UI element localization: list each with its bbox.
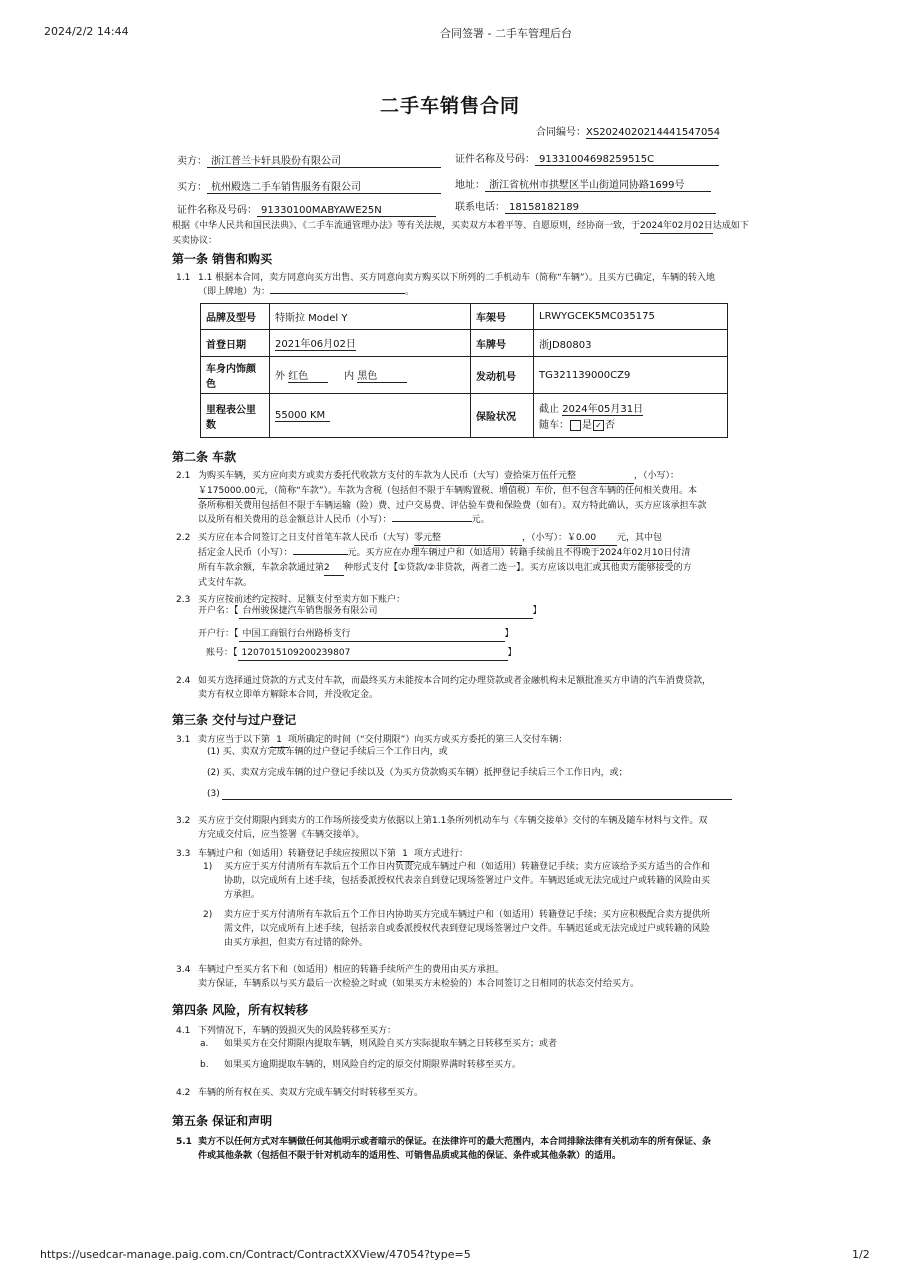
clause-3-3-p2-num: 2) — [203, 910, 213, 920]
option-3-blank — [222, 799, 732, 800]
clause-4-1-a-num: a. — [200, 1039, 209, 1049]
mileage-label: 里程表公里数 — [201, 394, 270, 438]
buyer-cert-row — [177, 201, 436, 217]
buyer-row — [177, 178, 441, 194]
checkbox-yes — [570, 420, 581, 431]
engine-label: 发动机号 — [471, 357, 534, 394]
delivery-item: 1 — [270, 733, 288, 748]
clause-2-3-num: 2.3 — [176, 595, 191, 605]
reg-date-label: 首登日期 — [201, 330, 270, 357]
mileage-cell — [270, 394, 471, 438]
article-3-heading: 第三条 交付与过户登记 — [172, 713, 297, 727]
seller-cert: 91331004698259515C — [535, 154, 719, 166]
clause-3-2-text: 买方应于交付期限内到卖方的工作场所接受卖方依据以上第1.1条所列机动车与《车辆交接单》交付的车辆及随车材料与文件。双 方完成交付后，应当签署《车辆交接单》。 — [198, 816, 708, 840]
account-bank-row: 开户行：【 中国工商银行台州路桥支行 】 — [198, 627, 514, 642]
address-label: 地址： — [455, 180, 485, 191]
seller-name: 浙江普兰卡轩具股份有限公司 — [207, 152, 441, 168]
clause-4-1-text: 下列情况下，车辆的毁损灭失的风险转移至买方： — [198, 1026, 397, 1036]
clause-2-2-text: 买方应在本合同签订之日支付首笔车款人民币（大写）零元整 ，（小写）：￥0.00 元，其中包 括定金人民币（小写）： 元。买方应在办理车辆过户和（如适用）转籍手续前且不得晚于2024年02月10日付清 所有车款余额，车款余款通过第2 种形式支付【①贷款/②非贷款，两者二选一】。买方应该以电汇或其他卖方能够接受的方 式支付车款。 — [198, 533, 692, 588]
account-no-row: 账号：【 1207015109200239807 】 — [206, 646, 517, 661]
clause-2-3-text: 买方应按前述约定按时、足额支付至卖方如下账户： — [198, 595, 406, 605]
clause-3-3-text: 车辆过户和（如适用）转籍登记手续应按照以下第 1 项方式进行： — [198, 847, 468, 862]
plate-value: 浙JD80803 — [534, 330, 728, 357]
clause-3-3-p1-num: 1) — [203, 862, 213, 872]
intro-paragraph: 根据《中华人民共和国民法典》、《二手车流通管理办法》等有关法规，买卖双方本着平等、自愿原则，经协商一致，于2024年02月02日达成如下买卖协议： — [172, 221, 749, 246]
brand-value: 特斯拉 Model Y — [270, 304, 471, 330]
vin-label: 车架号 — [471, 304, 534, 330]
clause-3-3-p2: 卖方应于买方付清所有车款后五个工作日内协助买方完成车辆过户和（如适用）转籍登记手续；买方应积极配合卖方提供所 需文件，以完成所有上述手续，包括亲自或委派授权代表到登记现场签署过户文件。车辆迟延或无法完成过户或转籍的风险 由买方承担，但卖方有过错的除外。 — [224, 910, 711, 948]
clause-2-1-text: 为购买车辆，买方应向卖方或卖方委托代收款方支付的车款为人民币（大写）壹拾柒万伍仟元整 ，（小写）： ￥175000.00元，（简称“车款”）。车款为含税（包括但不限于车辆购置税、增值税）车价，但不包含车辆的任何相关费用。本 条所称相关费用包括但不限于车辆运输（险）费、过户交易费、评估验车费和保险费（如有）。双方特此确认，买方应该承担车款 以及所有相关费用的总金额总计人民币（小写）： 元。 — [198, 471, 707, 525]
address-row — [455, 176, 711, 192]
clause-3-3-p1: 买方应于买方付清所有车款后五个工作日内负责完成车辆过户和（如适用）转籍登记手续；卖方应该给予买方适当的合作和 协助，以完成所有上述手续，包括委派授权代表亲自到登记现场签署过户文件。车辆迟延或无法完成过户或转籍的风险由买 方承担。 — [224, 862, 711, 900]
reg-date-cell — [270, 330, 471, 357]
clause-3-4-num: 3.4 — [176, 965, 191, 975]
clause-2-1-num: 2.1 — [176, 471, 191, 481]
account-name-row: 开户名：【 台州骏保捷汽车销售服务有限公司 】 — [198, 604, 542, 619]
buyer-cert-label: 证件名称及号码： — [177, 205, 257, 216]
seller-cert-row — [455, 150, 719, 166]
account-no: 1207015109200239807 — [238, 646, 508, 661]
seller-cert-label: 证件名称及号码： — [455, 154, 535, 165]
brand-label: 品牌及型号 — [201, 304, 270, 330]
contract-number-row — [536, 123, 721, 139]
clause-5-1-num: 5.1 — [176, 1137, 192, 1147]
color-outside: 红色 — [288, 367, 328, 383]
account-bank: 中国工商银行台州路桥支行 — [239, 627, 505, 642]
address: 浙江省杭州市拱墅区半山街道同协路1699号 — [485, 176, 711, 192]
clause-4-1-b-num: b. — [200, 1060, 209, 1070]
clause-4-2-num: 4.2 — [176, 1088, 191, 1098]
first-payment-amount: ￥0.00 — [567, 531, 617, 546]
clause-4-1-num: 4.1 — [176, 1026, 191, 1036]
clause-5-1-text: 卖方不以任何方式对车辆做任何其他明示或者暗示的保证。在法律许可的最大范围内，本合同排除法律有关机动车的所有保证、条 件或其他条款（包括但不限于针对机动车的适用性、可销售品质或其他的保证、条件或其他条款）的适用。 — [198, 1137, 712, 1161]
buyer-label: 买方： — [177, 182, 207, 193]
color-inside: 黑色 — [357, 367, 407, 383]
clause-2-2-num: 2.2 — [176, 533, 191, 543]
print-url: https://usedcar-manage.paig.com.cn/Contract/ContractXXView/47054?type=5 — [40, 1248, 471, 1261]
clause-4-1-b: 如果买方逾期提取车辆的，则风险自约定的原交付期限界满时转移至买方。 — [224, 1060, 522, 1070]
article-5-heading: 第五条 保证和声明 — [172, 1114, 273, 1128]
clause-1-1-text: 1.1 根据本合同，卖方同意向买方出售、买方同意向卖方购买以下所列的二手机动车（简称“车辆”）。且买方已确定，车辆的转入地（即上牌地）为： 。 — [198, 273, 716, 297]
color-label: 车身内饰颜色 — [201, 357, 270, 394]
contract-number-label: 合同编号： — [536, 127, 586, 138]
contract-title: 二手车销售合同 — [380, 95, 521, 117]
clause-3-2-num: 3.2 — [176, 816, 191, 826]
print-datetime: 2024/2/2 14:44 — [44, 25, 129, 38]
phone: 18158182189 — [505, 202, 716, 214]
clause-1-1-num: 1.1 — [176, 273, 191, 283]
seller-label: 卖方： — [177, 156, 207, 167]
print-page-title: 合同签署 - 二手车管理后台 — [440, 27, 572, 40]
buyer-cert: 91330100MABYAWE25N — [257, 205, 436, 217]
clause-3-4-text: 车辆过户至买方名下和（如适用）相应的转籍手续所产生的费用由买方承担。 卖方保证，车辆系以与买方最后一次检验之时或（如果买方未检验的）本合同签订之日相同的状态交付给买方。 — [198, 965, 640, 989]
phone-label: 联系电话： — [455, 202, 505, 213]
clause-2-4-num: 2.4 — [176, 676, 191, 686]
insurance-until: 2024年05月31日 — [562, 400, 643, 416]
print-page-number: 1/2 — [852, 1248, 870, 1261]
account-name: 台州骏保捷汽车销售服务有限公司 — [239, 604, 533, 619]
insurance-label: 保险状况 — [471, 394, 534, 438]
article-2-heading: 第二条 车款 — [172, 450, 237, 464]
clause-3-1-option-2: (2) 买、卖双方完成车辆的过户登记手续以及（为买方贷款购买车辆）抵押登记手续后三个工作日内，或； — [207, 768, 628, 778]
plate-label: 车牌号 — [471, 330, 534, 357]
checkbox-no: ✓ — [593, 420, 604, 431]
vehicle-table — [200, 303, 728, 438]
transfer-item: 1 — [396, 847, 414, 862]
seller-row — [177, 152, 441, 168]
price-amount: ￥175000.00 — [198, 484, 256, 499]
reg-date-value: 2021年06月02日 — [275, 335, 356, 351]
color-cell: 外 红色 内 黑色 — [270, 357, 471, 394]
engine-value: TG321139000CZ9 — [534, 357, 728, 394]
clause-3-3-num: 3.3 — [176, 849, 191, 859]
intro-date: 2024年02月02日 — [640, 219, 713, 234]
clause-4-1-a: 如果买方在交付期限内提取车辆，则风险自买方实际提取车辆之日转移至买方；或者 — [224, 1039, 558, 1049]
first-payment-words: 零元整 — [414, 531, 522, 546]
clause-3-1-option-1: (1) 买、卖双方完成车辆的过户登记手续后三个工作日内，或 — [207, 747, 448, 757]
payment-method: 2 — [324, 561, 344, 576]
article-4-heading: 第四条 风险，所有权转移 — [172, 1003, 309, 1017]
vin-value: LRWYGCEK5MC035175 — [534, 304, 728, 330]
article-1-heading: 第一条 销售和购买 — [172, 252, 273, 266]
insurance-cell: 截止 2024年05月31日 随车： 是 ✓ 否 — [534, 394, 728, 438]
payment-deadline: 2024年02月10日 — [600, 546, 673, 561]
clause-3-1-option-3: (3) — [207, 789, 220, 799]
mileage-value: 55000 KM — [275, 410, 330, 422]
clause-3-1-text: 卖方应当于以下第 1 项所确定的时间（“交付期限”）向买方或买方委托的第三人交付车辆： — [198, 733, 567, 748]
buyer-name: 杭州殿选二手车销售服务有限公司 — [207, 178, 441, 194]
phone-row — [455, 198, 716, 214]
contract-number: XS2024020214441547054 — [586, 127, 721, 138]
clause-2-4-text: 如买方选择通过贷款的方式支付车款，而最终买方未能按本合同约定办理贷款或者金融机构未足额批准买方申请的汽车消费贷款， 卖方有权立即单方解除本合同，并没收定金。 — [198, 676, 712, 700]
price-in-words: 壹拾柒万伍仟元整 — [504, 469, 634, 484]
clause-3-1-num: 3.1 — [176, 735, 191, 745]
clause-4-2-text: 车辆的所有权在买、卖双方完成车辆交付时转移至买方。 — [198, 1088, 424, 1098]
